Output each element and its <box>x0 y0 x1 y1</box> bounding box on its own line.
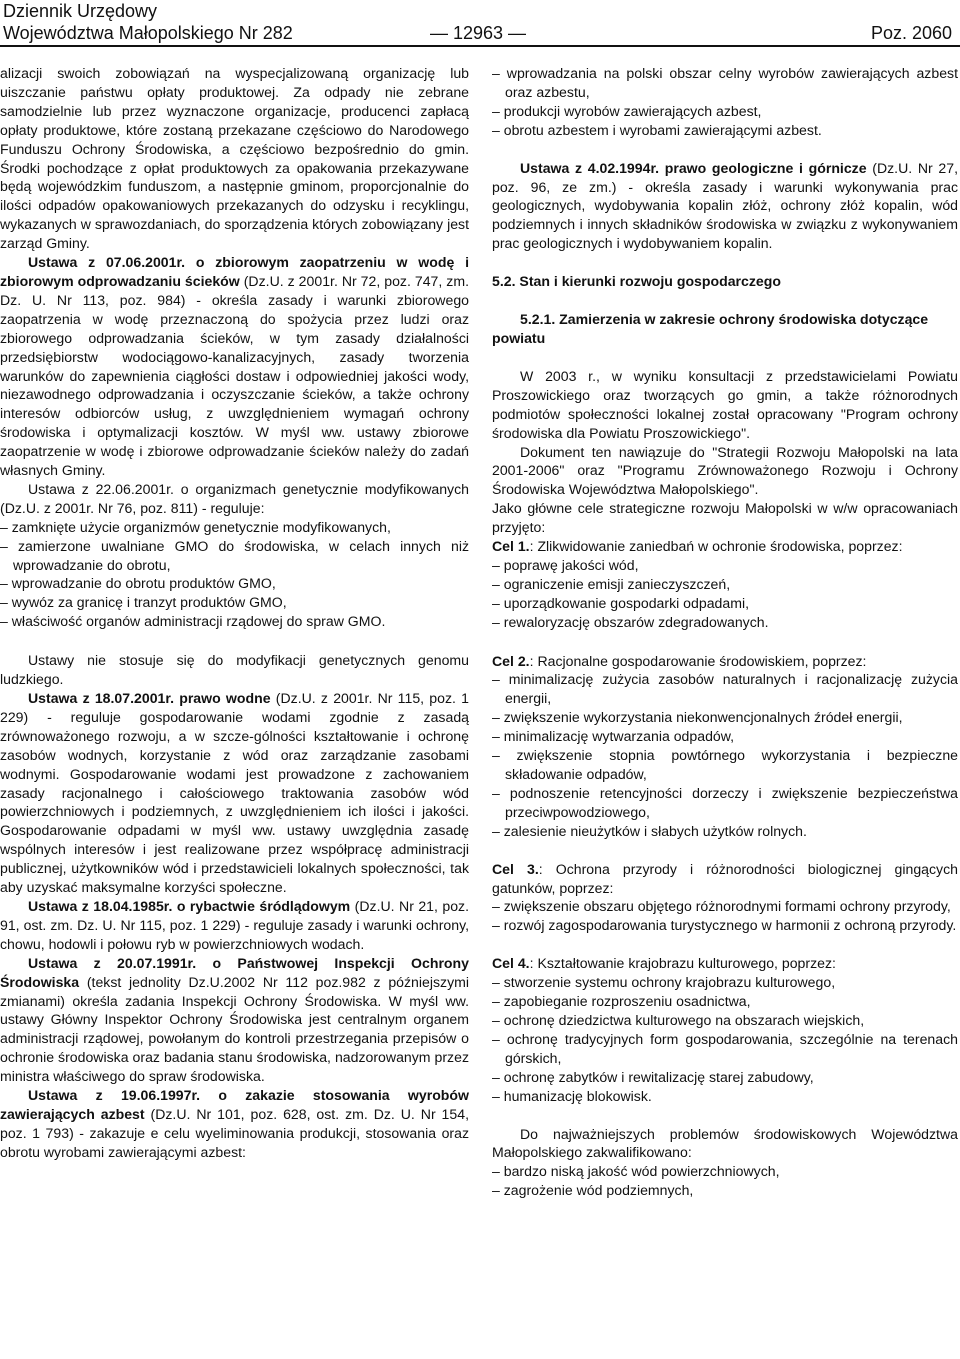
paragraph: Dokument ten nawiązuje do "Strategii Rozwoju Małopolski na lata 2001-2006" oraz "Programu Zrównoważonego Rozwoju i Ochrony Środowiska Województwa Małopolskiego". <box>492 443 958 498</box>
paragraph: Do najważniejszych problemów środowiskowych Województwa Małopolskiego zakwalifikowano: <box>492 1125 958 1161</box>
goal-3: Cel 3.: Ochrona przyrody i różnorodności biologicznej gingących gatunków, poprzez: <box>492 860 958 896</box>
paragraph: Jako główne cele strategiczne rozwoju Małopolski w w/w opracowaniach przyjęto: <box>492 500 958 536</box>
list-item: – produkcji wyrobów zawierających azbest, <box>492 102 762 119</box>
list-item: – obrotu azbestem i wyrobami zawierającymi azbest. <box>492 121 822 138</box>
page-number: — 12963 — <box>430 23 527 43</box>
list-item: – minimalizację zużycia zasobów naturalnych i racjonalizację zużycia energii, <box>492 671 958 707</box>
list-item: – ochronę dziedzictwa kulturowego na obszarach wiejskich, <box>492 1011 865 1028</box>
list-item: – zalesienie nieużytków i słabych użytków rolnych. <box>492 822 807 839</box>
journal-issue: Województwa Małopolskiego Nr 282 <box>3 23 293 43</box>
paragraph: W 2003 r., w wyniku konsultacji z przedstawicielami Powiatu Proszowickiego oraz tworzących go gmin, a także różnorodnych podmiotów społeczności lokalnej został opracowany "Program ochrony środowiska dla Powiatu Proszowickiego". <box>492 367 958 441</box>
goal-2: Cel 2.: Racjonalne gospodarowanie środowiskiem, poprzez: <box>492 652 867 669</box>
paragraph: Ustawa z 19.06.1997r. o zakazie stosowania wyrobów zawierających azbest (Dz.U. Nr 101, poz. 628, ost. zm. Dz. U. Nr 154, poz. 1 793) - zakazuje e celu wyeliminowania produkcji, stosowania oraz obrotu wyrobami zawierającymi azbest: <box>0 1087 469 1160</box>
act-title: Ustawa z 18.04.1985r. o rybactwie śródlądowym <box>28 897 351 914</box>
list-item: – wywóz za granicę i tranzyt produktów GMO, <box>0 594 287 611</box>
act-title: Ustawa z 20.07.1991r. o Państwowej Inspekcji Ochrony Środowiska <box>0 954 469 990</box>
list-item: – ograniczenie emisji zanieczyszczeń, <box>492 575 731 592</box>
list-item: – zamknięte użycie organizmów genetycznie modyfikowanych, <box>0 518 391 535</box>
page-header <box>0 0 960 48</box>
list-item: – wprowadzania na polski obszar celny wyrobów zawierających azbest oraz azbestu, <box>492 65 958 100</box>
goal-1-list <box>492 556 958 632</box>
subsection-heading: 5.2.1. Zamierzenia w zakresie ochrony środowiska dotyczące powiatu <box>492 311 929 346</box>
list-item: – minimalizację wytwarzania odpadów, <box>492 728 735 745</box>
list-item: – rozwój zagospodarowania turystycznego w harmonii z ochroną przyrody. <box>492 917 957 934</box>
paragraph: Ustawa z 18.04.1985r. o rybactwie śródlądowym (Dz.U. Nr 21, poz. 91, ost. zm. Dz. U. Nr 115, poz. 1 229) - reguluje zasady i warunki ochrony, chowu, hodowli i połowu ryb w powierzchniowych wodach. <box>0 897 469 952</box>
gmo-list <box>0 518 469 631</box>
goal-4-list <box>492 973 958 1105</box>
list-item: – humanizację blokowisk. <box>492 1087 652 1104</box>
list-item: – stworzenie systemu ochrony krajobrazu kulturowego, <box>492 974 836 991</box>
paragraph: Ustawa z 07.06.2001r. o zbiorowym zaopatrzeniu w wodę i zbiorowym odprowadzaniu ścieków (Dz.U. z 2001r. Nr 72, poz. 747, zm. Dz. U. Nr 113, poz. 984) - określa zasady i warunki zbiorowego zaopatrzenia w wodę przeznaczoną do spożycia przez ludzi oraz zbiorowego odprowadzania ścieków, w tym zasady działalności przedsiębiorstw wodociągowo-kanalizacyjnych, zasady tworzenia warunków do zapewnienia ciągłości dostaw i odpowiedniej jakości wody, niezawodnego odprowadzania i oczyszczanie ścieków, a także ochrony interesów odbiorców usług, z uwzględnieniem wymagań ochrony środowiska i optymalizacji kosztów. W myśl ww. ustawy zbiorowe zaopatrzenie w wodę i zbiorowe odprowadzanie ścieków należy do zadań własnych Gminy. <box>0 254 469 479</box>
paragraph: Ustawa z 22.06.2001r. o organizmach genetycznie modyfikowanych (Dz.U. z 2001r. Nr 76, poz. 811) - reguluje: <box>0 480 469 516</box>
paragraph: alizacji swoich zobowiązań na wyspecjalizowaną organizację lub uiszczanie państwu opłaty produktowej. Za odpady nie zebrane samodzielnie lub przez wyznaczone organizacje, producenci zapłacą opłaty produktowe, które zostaną przekazane częściowo do Narodowego Funduszu Ochrony Środowiska, a częściowo bezpośrednio do gmin. Środki pochodzące z opłat produktowych za opakowania przekazywane będą wojewódzkim funduszom, a następnie gminom, proporcjonalnie do ilości odpadów opakowaniowych przekazanych do odzysku i recyklingu, wykazanych w sprawozdaniach, do sporządzenia których zobowiązany jest zarząd Gminy. <box>0 65 469 252</box>
section-heading: 5.2. Stan i kierunki rozwoju gospodarczego <box>492 273 781 290</box>
goal-3-list <box>492 897 958 935</box>
list-item: – zwiększenie stopnia powtórnego wykorzystania i bezpieczne składowanie odpadów, <box>492 747 958 782</box>
paragraph: Ustawa z 18.07.2001r. prawo wodne (Dz.U. z 2001r. Nr 115, poz. 1 229) - reguluje gospodarowanie wodami zgodnie z zasadą zrównoważonego rozwoju, a w szcze-gólności kształtowanie i ochronę zasobów wodnych, korzystanie z wód oraz zarządzanie zasobami wodnymi. Gospodarowanie wodami jest prowadzone z zachowaniem zasady racjonalnego i całościowego traktowania zasobów wód powierzchniowych i podziemnych, z uwzględnieniem ich ilości i jakości. Gospodarowanie odpadami w myśl ww. ustawy uwzględnia zasadę wspólnych interesów i jest realizowane przez współpracę administracji publicznej, użytkowników wód i przedstawicieli lokalnych społeczności, tak aby uzyskać maksymalne korzyści społeczne. <box>0 690 469 896</box>
position-number: Poz. 2060 <box>870 23 952 43</box>
goal-1: Cel 1.: Zlikwidowanie zaniedbań w ochronie środowiska, poprzez: <box>492 538 903 555</box>
list-item: – ochronę zabytków i rewitalizację starej zabudowy, <box>492 1068 814 1085</box>
list-item: – uporządkowanie gospodarki odpadami, <box>492 594 749 611</box>
asbestos-list <box>492 64 958 140</box>
right-column <box>492 64 958 1200</box>
list-item: – zapobieganie rozproszeniu osadnictwa, <box>492 993 751 1010</box>
list-item: – wprowadzanie do obrotu produktów GMO, <box>0 575 276 592</box>
act-title: Ustawa z 4.02.1994r. prawo geologiczne i górnicze <box>520 159 867 176</box>
goal-2-list <box>492 670 958 840</box>
journal-title: Dziennik Urzędowy <box>3 1 158 21</box>
left-column <box>0 64 469 1162</box>
list-item: – zagrożenie wód podziemnych, <box>492 1182 694 1199</box>
paragraph: Ustawa z 4.02.1994r. prawo geologiczne i górnicze (Dz.U. Nr 27, poz. 96, ze zm.) - określa zasady i warunki wykonywania prac geologicznych, wydobywania kopalin złóż, ochrony złóż kopalin, wód podziemnych i innych składników środowiska w związku z wykonywaniem prac geologicznych i wydobywaniem kopalin. <box>492 159 958 252</box>
paragraph: Ustawy nie stosuje się do modyfikacji genetycznych genomu ludzkiego. <box>0 652 469 688</box>
list-item: – poprawę jakości wód, <box>492 556 639 573</box>
list-item: – rewaloryzację obszarów zdegradowanych. <box>492 613 769 630</box>
list-item: – zwiększenie obszaru objętego różnorodnymi formami ochrony przyrody, <box>492 898 951 915</box>
goal-4: Cel 4.: Kształtowanie krajobrazu kulturowego, poprzez: <box>492 955 836 972</box>
problems-list <box>492 1162 958 1200</box>
list-item: – bardzo niską jakość wód powierzchniowych, <box>492 1163 780 1180</box>
paragraph: Ustawa z 20.07.1991r. o Państwowej Inspekcji Ochrony Środowiska (tekst jednolity Dz.U.2002 Nr 112 poz.982 z późniejszymi zmianami) określa zadania Inspekcji Ochrony Środowiska. W myśl ww. ustawy Główny Inspektor Ochrony Środowiska jest centralnym organem administracji rządowej, powołanym do kontroli przestrzegania przepisów o ochronie środowiska oraz badania stanu środowiska, nadzorowanym przez ministra właściwego do spraw środowiska. <box>0 954 469 1085</box>
act-title: Ustawa z 18.07.2001r. prawo wodne <box>28 690 271 706</box>
header-rule <box>0 45 960 47</box>
list-item: – zwiększenie wykorzystania niekonwencjonalnych źródeł energii, <box>492 709 903 726</box>
act-title: Ustawa z 07.06.2001r. o zbiorowym zaopatrzeniu w wodę i zbiorowym odprowadzaniu ścieków <box>0 254 469 289</box>
list-item: – podnoszenie retencyjności dorzeczy i zwiększenie bezpieczeństwa przeciwpowodziowego, <box>492 784 958 820</box>
act-title: Ustawa z 19.06.1997r. o zakazie stosowania wyrobów zawierających azbest <box>0 1087 469 1122</box>
list-item: – zamierzone uwalniane GMO do środowiska, w celach innych niż wprowadzanie do obrotu, <box>0 537 469 573</box>
list-item: – właściwość organów administracji rządowej do spraw GMO. <box>0 613 386 630</box>
list-item: – ochronę tradycyjnych form gospodarowania, szczególnie na terenach górskich, <box>492 1030 958 1066</box>
